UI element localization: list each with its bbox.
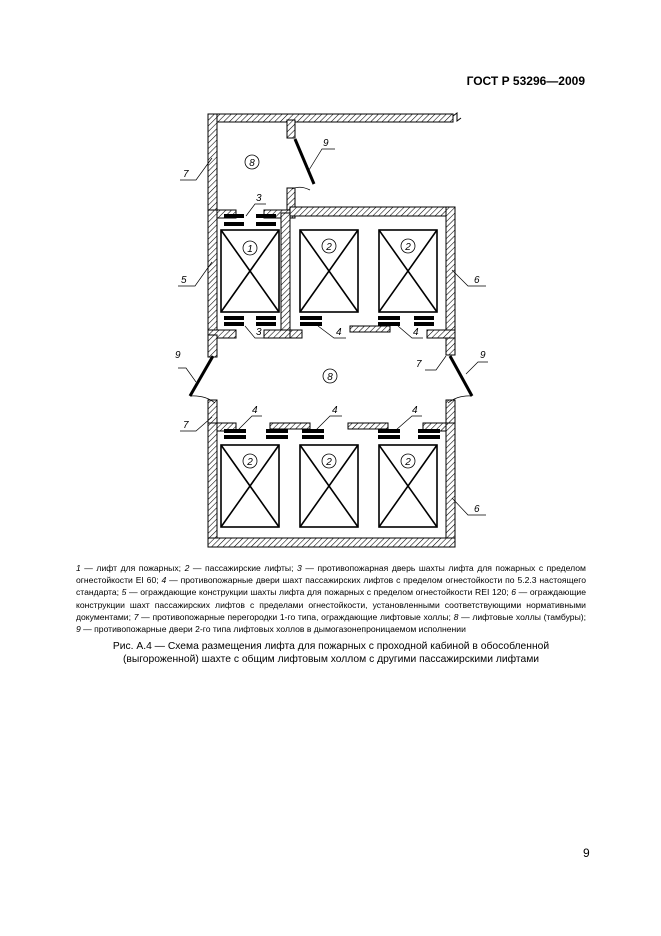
callout-4: 4 xyxy=(412,405,418,416)
callout-7: 7 xyxy=(183,420,189,431)
callout-circle-2: 2 xyxy=(326,242,332,253)
callout-3: 3 xyxy=(256,327,262,338)
legend-num: 9 xyxy=(76,624,81,635)
callout-4: 4 xyxy=(336,327,342,338)
callout-3: 3 xyxy=(256,193,262,204)
callout-4: 4 xyxy=(332,405,338,416)
callout-circle-2: 2 xyxy=(326,457,332,468)
legend-text: — противопожарные двери 2-го типа лифтовых холлов в дымогазонепроницаемом исполнении xyxy=(80,624,466,635)
legend-num: 2 xyxy=(184,563,190,573)
legend-text: — лифтовые холлы (тамбуры); xyxy=(458,611,587,622)
page-number: 9 xyxy=(583,846,590,860)
callout-circle-2: 2 xyxy=(247,457,253,468)
callout-circle-2: 2 xyxy=(405,242,411,253)
callout-4: 4 xyxy=(413,327,419,338)
callout-circle-1: 1 xyxy=(247,244,253,255)
callout-9: 9 xyxy=(323,138,329,149)
callout-circle-2: 2 xyxy=(405,457,411,468)
callout-circle-8: 8 xyxy=(249,158,255,169)
legend-num: 4 xyxy=(161,575,167,586)
callout-7: 7 xyxy=(416,359,422,370)
legend-text: — лифт для пожарных; xyxy=(80,563,185,573)
legend-text: — пассажирские лифты; xyxy=(189,563,298,573)
legend-num: 1 xyxy=(76,563,81,573)
figure-legend xyxy=(76,562,586,635)
hall-doors-type2 xyxy=(190,139,472,403)
callout-5: 5 xyxy=(181,275,187,286)
callout-7: 7 xyxy=(183,169,189,180)
figure-caption: Рис. А.4 — Схема размещения лифта для пожарных с проходной кабиной в обособленной (выгороженной) шахте с общим лифтовым холлом с другими пассажирскими лифтами xyxy=(112,641,550,665)
legend-num: 3 xyxy=(297,563,302,573)
legend-text: — противопожарные двери шахт пассажирских лифтов с пределом огнестойкости по 5.2.3 настоящего стандарта; xyxy=(76,575,586,598)
legend-num: 6 xyxy=(511,587,517,598)
legend-text: — противопожарная дверь шахты лифта для пожарных с пределом огнестойкости EI 60; xyxy=(76,563,586,586)
callout-4: 4 xyxy=(252,405,258,416)
legend-num: 7 xyxy=(133,611,139,622)
callout-9: 9 xyxy=(175,350,181,361)
callout-9: 9 xyxy=(480,350,486,361)
legend-num: 8 xyxy=(453,611,459,622)
callout-circle-8: 8 xyxy=(327,372,333,383)
standard-header: ГОСТ Р 53296—2009 xyxy=(466,74,585,88)
legend-num: 5 xyxy=(121,587,127,598)
legend-text: — противопожарные перегородки 1-го типа, ограждающие лифтовые холлы; xyxy=(138,611,454,622)
legend-text: — ограждающие конструкции шахт пассажирских лифтов с пределами огнестойкости, установленными соответствующими нормативными документами; xyxy=(76,587,586,622)
legend-text: — ограждающие конструкции шахты лифта для пожарных с пределом огнестойкости REI 120; xyxy=(126,587,512,598)
callout-6: 6 xyxy=(474,504,480,515)
callout-6: 6 xyxy=(474,275,480,286)
